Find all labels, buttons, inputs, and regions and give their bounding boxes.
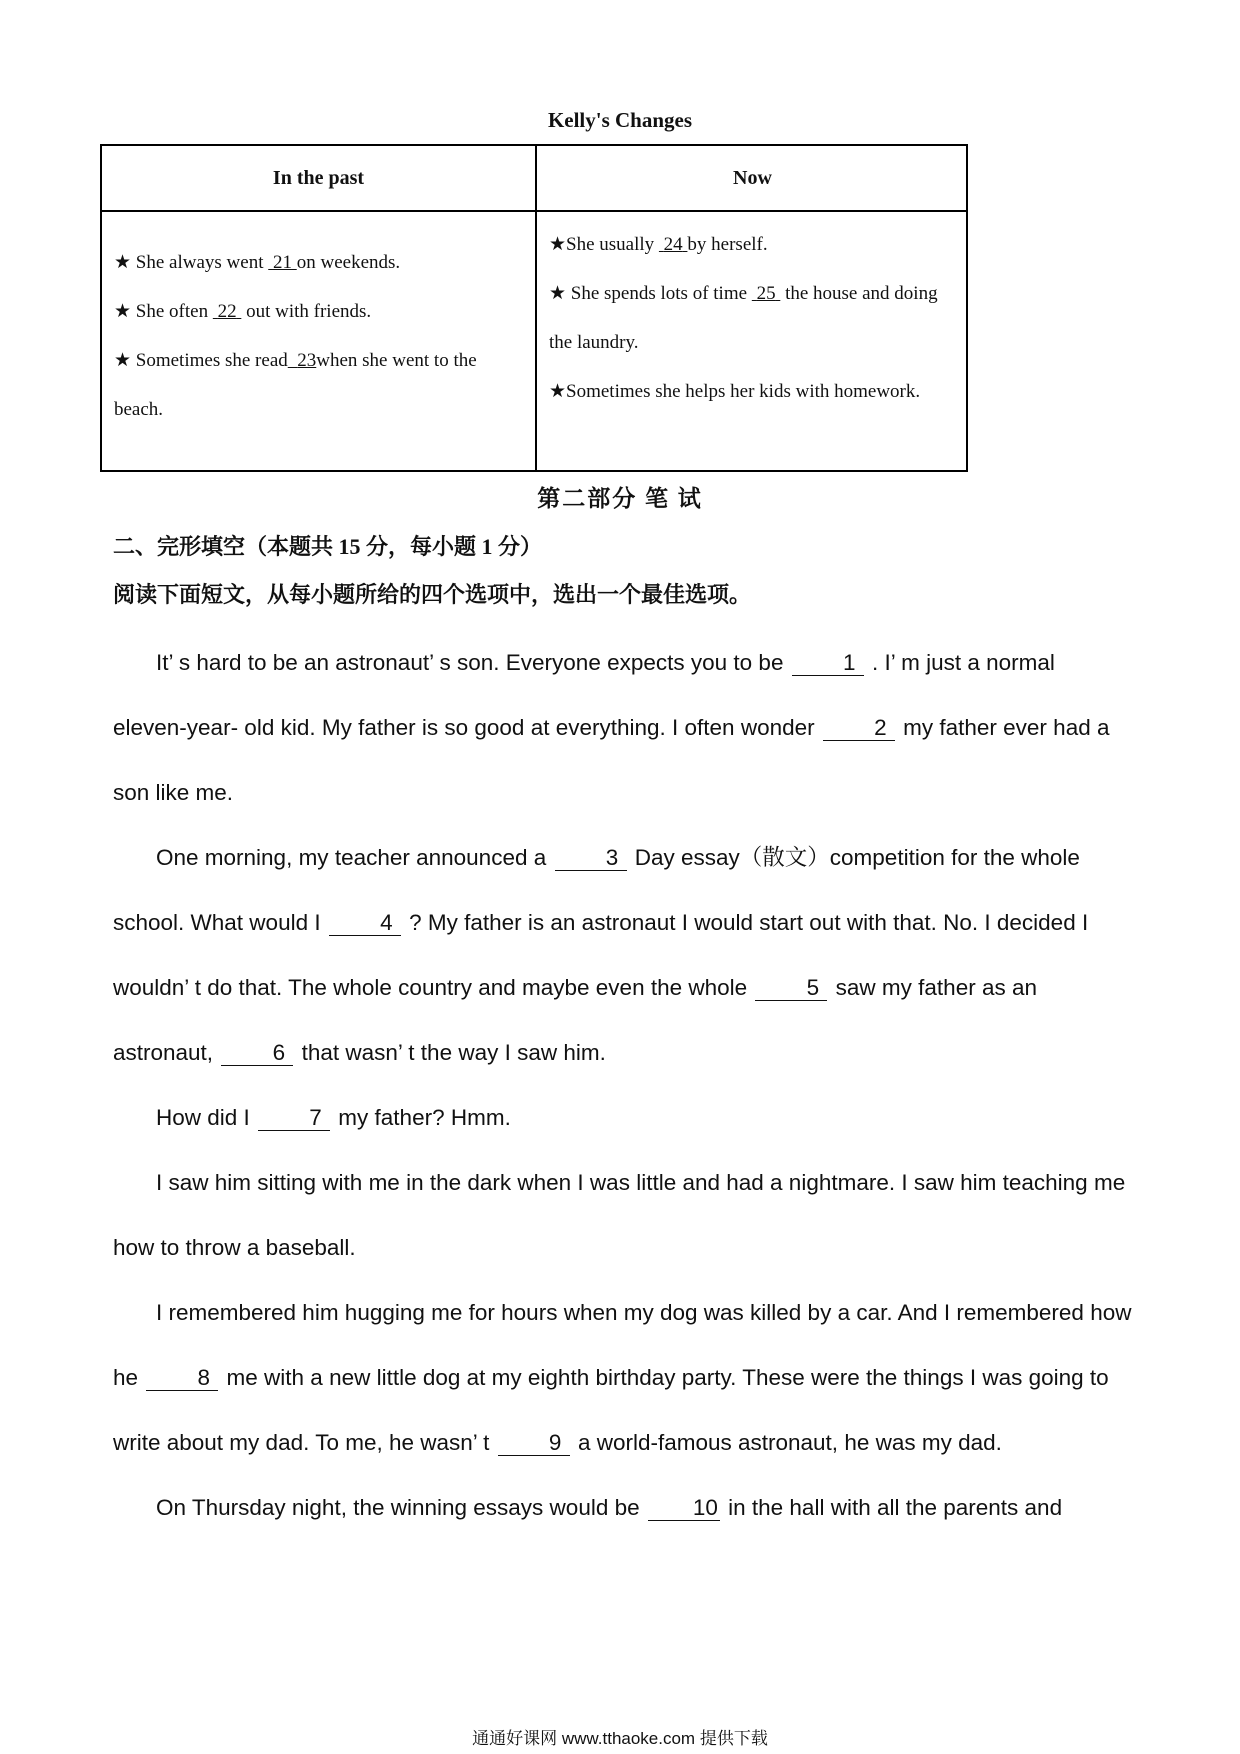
section-title: 二、完形填空（本题共 15 分，每小题 1 分） [113,534,543,559]
now-column [535,146,968,470]
instruction: 阅读下面短文，从每小题所给的四个选项中，选出一个最佳选项。 [113,582,752,607]
blank-6: 6 [221,1041,293,1066]
paragraph-1: It’ s hard to be an astronaut’ s son. Everyone expects you to be 1 . I’ m just a normal eleven-year- old kid. My father is so good at everything. I often wonder 2 my father ever had a son like me. [113,650,1110,805]
part-title: 第二部分 笔 试 [537,486,703,511]
blank-23: 23 [297,350,317,371]
blank-22: 22 [217,301,237,322]
now-cell [537,212,968,416]
blank-5: 5 [755,976,827,1001]
footer-credit: 通通好课网 www.tthaoke.com 提供下载 [472,1729,768,1748]
blank-8: 8 [146,1366,218,1391]
past-item-23: ★ Sometimes she read 23when she went to the beach. [114,336,525,434]
cloze-passage [113,630,1133,1540]
now-item-25: ★ She spends lots of time 25 the house and doing the laundry. [549,269,958,367]
blank-1: 1 [792,651,864,676]
now-header: Now [537,146,968,212]
blank-9: 9 [498,1431,570,1456]
past-column [102,146,535,470]
past-item-21: ★ She always went 21 on weekends. [114,238,525,287]
blank-10: 10 [648,1496,720,1521]
table-title: Kelly's Changes [547,108,693,132]
paragraph-2: One morning, my teacher announced a 3 Day essay（散文）competition for the whole school. What would I 4 ? My father is an astronaut I would start out with that. No. I decided I wouldn’ t do that. The whole country and maybe even the whole 5 saw my father as an astronaut, 6 that wasn’ t the way I saw him. [113,845,1089,1065]
paragraph-4: I saw him sitting with me in the dark when I was little and had a nightmare. I saw him teaching me how to throw a baseball. [113,1170,1126,1260]
paragraph-3: How did I 7 my father? Hmm. [156,1105,511,1130]
blank-2: 2 [823,716,895,741]
now-item-24: ★She usually 24 by herself. [549,220,958,269]
now-item-homework: ★Sometimes she helps her kids with homework. [549,381,921,402]
past-header: In the past [102,146,535,212]
paragraph-5: I remembered him hugging me for hours when my dog was killed by a car. And I remembered how he 8 me with a new little dog at my eighth birthday party. These were the things I was going to write about my dad. To me, he wasn’ t 9 a world-famous astronaut, he was my dad. [113,1300,1132,1455]
blank-21: 21 [272,252,292,273]
blank-24: 24 [663,234,683,255]
past-cell [102,212,535,434]
past-item-22: ★ She often 22 out with friends. [114,287,525,336]
paragraph-6: On Thursday night, the winning essays would be 10 in the hall with all the parents and [156,1495,1063,1520]
blank-7: 7 [258,1106,330,1131]
blank-3: 3 [555,846,627,871]
blank-4: 4 [329,911,401,936]
changes-table [100,144,968,472]
blank-25: 25 [756,283,776,304]
